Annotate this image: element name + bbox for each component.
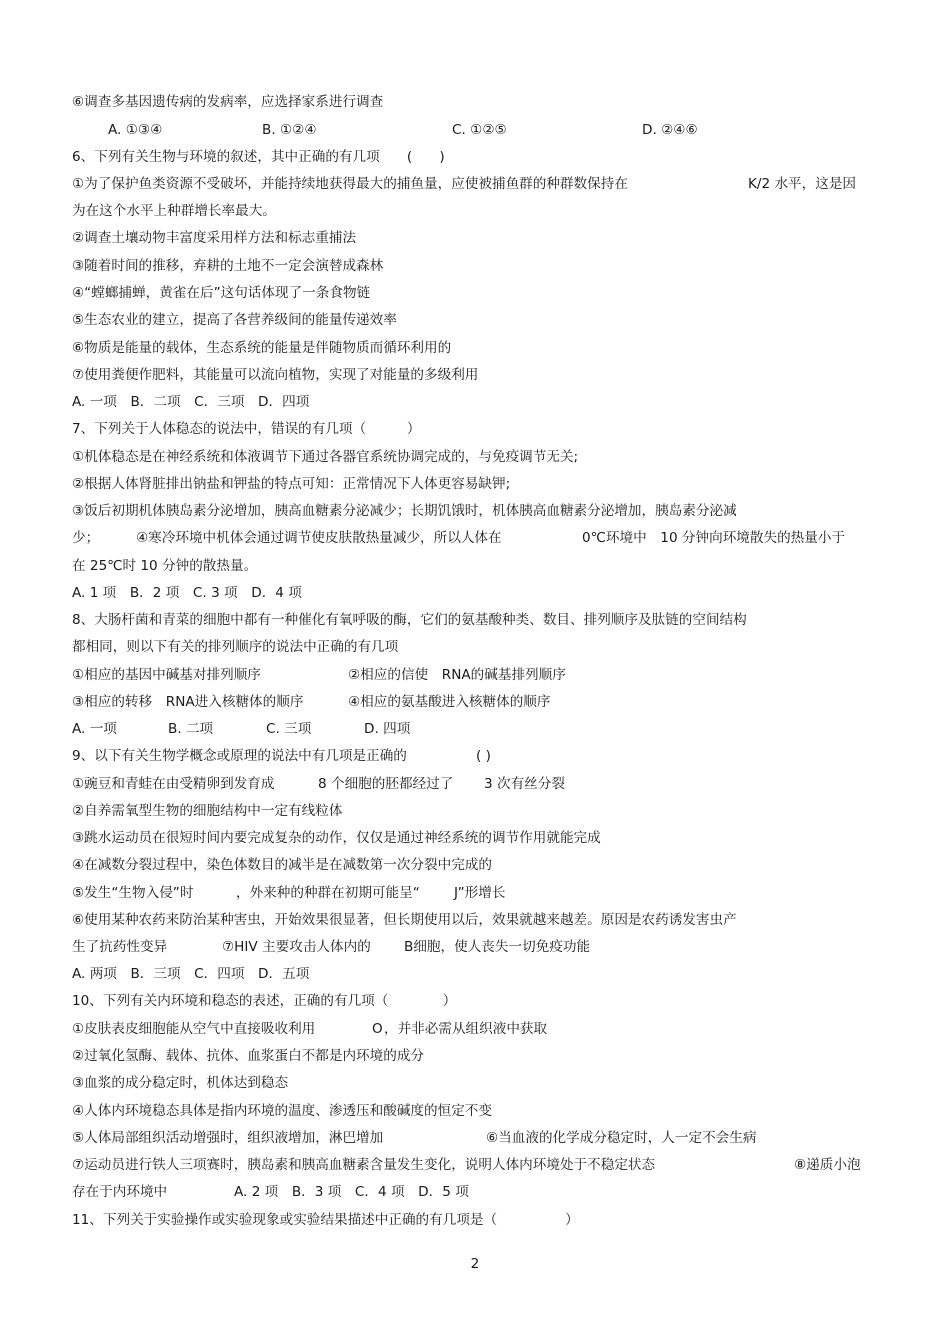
q7-item-1: ①机体稳态是在神经系统和体液调节下通过各器官系统协调完成的，与免疫调节无关; (72, 449, 579, 465)
q11-stem: 11、下列关于实验操作或实验现象或实验结果描述中正确的有几项是（ ） (72, 1212, 579, 1228)
q10-item-1: ①皮肤表皮细胞能从空气中直接吸收利用 O ，并非必需从组织液中获取 (72, 1021, 548, 1037)
q10-item-7-8: ⑦运动员进行铁人三项赛时，胰岛素和胰高血糖素含量发生变化，说明人体内环境处于不稳定状态 ⑧递质小泡 (72, 1157, 861, 1173)
q9-options: A. 两项 B．三项 C．四项 D．五项 (72, 966, 310, 982)
q9-item-6-7: 生了抗药性变异 ⑦HIV 主要攻击人体内的 B细胞，使人丧失一切免疫功能 (72, 939, 591, 955)
q8-items-row2: ③相应的转移 RNA进入核糖体的顺序 ④相应的氨基酸进入核糖体的顺序 (72, 694, 551, 710)
q6-item-4: ④“螳螂捕蝉，黄雀在后”这句话体现了一条食物链 (72, 285, 371, 301)
q6-options: A. 一项 B．二项 C．三项 D．四项 (72, 394, 310, 410)
q7-stem: 7、下列关于人体稳态的说法中，错误的有几项（ ） (72, 421, 421, 437)
q5-option-c: C. ①②⑤ (452, 122, 507, 138)
q6-item-7: ⑦使用粪便作肥料，其能量可以流向植物，实现了对能量的多级利用 (72, 367, 479, 383)
q9-item-5: ⑤发生“生物入侵”时 ，外来种的种群在初期可能呈“ J”形增长 (72, 885, 506, 901)
q9-item-3: ③跳水运动员在很短时间内要完成复杂的动作，仅仅是通过神经系统的调节作用就能完成 (72, 830, 601, 846)
q5-option-b: B. ①②④ (262, 122, 317, 138)
page-number: 2 (470, 1256, 480, 1272)
q8-items-row1: ①相应的基因中碱基对排列顺序 ②相应的信使 RNA的碱基排列顺序 (72, 667, 566, 683)
q5-option-d: D. ②④⑥ (642, 122, 698, 138)
q7-item-4-cont: 在 25℃时 10 分钟的散热量。 (72, 558, 258, 574)
q10-item-4: ④人体内环境稳态具体是指内环境的温度、渗透压和酸碱度的恒定不变 (72, 1103, 492, 1119)
q7-item-2: ②根据人体肾脏排出钠盐和钾盐的特点可知：正常情况下人体更容易缺钾; (72, 476, 511, 492)
q9-item-2: ②自养需氧型生物的细胞结构中一定有线粒体 (72, 803, 343, 819)
q9-item-4: ④在减数分裂过程中，染色体数目的减半是在减数第一次分裂中完成的 (72, 857, 492, 873)
q10-item-3: ③血浆的成分稳定时，机体达到稳态 (72, 1075, 289, 1091)
q7-options: A. 1 项 B．2 项 C. 3 项 D．4 项 (72, 585, 302, 601)
q6-item-1: ①为了保护鱼类资源不受破坏，并能持续地获得最大的捕鱼量，应使被捕鱼群的种群数保持在 K/2 水平，这是因 (72, 176, 857, 192)
q6-item-2: ②调查土壤动物丰富度采用样方法和标志重捕法 (72, 230, 357, 246)
q6-item-3: ③随着时间的推移，弃耕的土地不一定会演替成森林 (72, 258, 384, 274)
q10-item-5-6: ⑤人体局部组织活动增强时，组织液增加，淋巴增加 ⑥当血液的化学成分稳定时，人一定不会生病 (72, 1130, 757, 1146)
q9-item-6: ⑥使用某种农药来防治某种害虫，开始效果很显著，但长期使用以后，效果就越来越差。原因是农药诱发害虫产 (72, 912, 737, 928)
q5-option-a: A. ①③④ (108, 122, 163, 138)
q8-stem: 8、大肠杆菌和青菜的细胞中都有一种催化有氧呼吸的酶，它们的氨基酸种类、数目、排列顺序及肽链的空间结构 (72, 612, 747, 628)
q6-item-5: ⑤生态农业的建立，提高了各营养级间的能量传递效率 (72, 312, 397, 328)
q10-stem: 10、下列有关内环境和稳态的表述，正确的有几项（ ） (72, 993, 457, 1009)
q7-item-3: ③饭后初期机体胰岛素分泌增加，胰高血糖素分泌减少；长期饥饿时，机体胰高血糖素分泌增加，胰岛素分泌减 (72, 503, 737, 519)
q7-item-3-4: 少； ④寒冷环境中机体会通过调节使皮肤散热量减少，所以人体在 0℃环境中 10 分钟向环境散失的热量小于 (72, 530, 846, 546)
q10-item-2: ②过氧化氢酶、载体、抗体、血浆蛋白不都是内环境的成分 (72, 1048, 425, 1064)
q6-item-6: ⑥物质是能量的载体，生态系统的能量是伴随物质而循环利用的 (72, 340, 452, 356)
q5-item-6: ⑥调查多基因遗传病的发病率，应选择家系进行调查 (72, 94, 384, 110)
q9-item-1: ①豌豆和青蛙在由受精卵到发育成 8 个细胞的胚都经过了 3 次有丝分裂 (72, 776, 565, 792)
q6-item-1-cont: 为在这个水平上种群增长率最大。 (72, 203, 276, 219)
q5-options (0, 120, 950, 140)
q8-stem-cont: 都相同，则以下有关的排列顺序的说法中正确的有几项 (72, 639, 399, 655)
q8-options: A. 一项 B. 二项 C. 三项 D. 四项 (72, 721, 411, 737)
q6-stem: 6、下列有关生物与环境的叙述，其中正确的有几项 ( ) (72, 149, 445, 165)
q10-item-8-options: 存在于内环境中 A. 2 项 B．3 项 C．4 项 D．5 项 (72, 1184, 469, 1200)
q9-stem: 9、以下有关生物学概念或原理的说法中有几项是正确的 ( ) (72, 748, 491, 764)
